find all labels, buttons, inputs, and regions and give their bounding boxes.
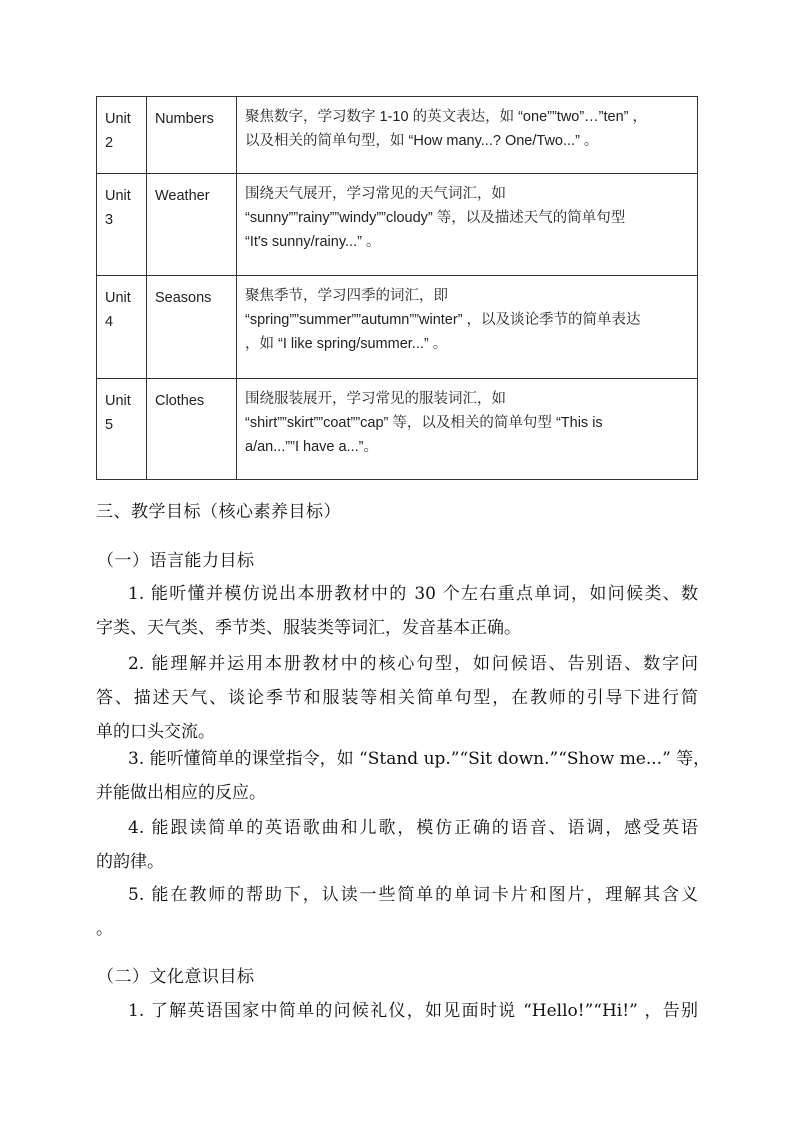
unit-topic-cell: Weather: [147, 174, 237, 276]
section-heading: 三、教学目标（核心素养目标）: [96, 502, 341, 522]
table-row: [97, 174, 698, 276]
language-goal-5: 5. 能在教师的帮助下，认读一些简单的单词卡片和图片，理解其含义 。: [96, 885, 698, 939]
unit-number-cell: Unit 5: [97, 379, 147, 480]
table-row: [97, 379, 698, 480]
units-table: [96, 96, 698, 480]
unit-number-cell: Unit 2: [97, 97, 147, 174]
language-goal-3: 3. 能听懂简单的课堂指令，如 “Stand up.”“Sit down.”“Show me...” 等， 并能做出相应的反应。: [96, 749, 711, 803]
table-row: [97, 97, 698, 174]
subsection-heading-language: （一）语言能力目标: [97, 551, 255, 571]
table-row: [97, 276, 698, 379]
unit-description-cell: 围绕天气展开，学习常见的天气词汇，如 “sunny””rainy””windy””cloudy” 等，以及描述天气的简单句型 “It's sunny/rainy...” 。: [237, 174, 698, 276]
language-goal-4: 4. 能跟读简单的英语歌曲和儿歌，模仿正确的语音、语调，感受英语 的韵律。: [96, 818, 698, 872]
language-goal-2: 2. 能理解并运用本册教材中的核心句型，如问候语、告别语、数字问 答、描述天气、谈论季节和服装等相关简单句型，在教师的引导下进行简 单的口头交流。: [96, 654, 698, 742]
unit-topic-cell: Seasons: [147, 276, 237, 379]
unit-description-cell: 围绕服装展开，学习常见的服装词汇，如 “shirt””skirt””coat””cap” 等，以及相关的简单句型 “This is a/an...””I have a...”。: [237, 379, 698, 480]
language-goal-1: 1. 能听懂并模仿说出本册教材中的 30 个左右重点单词，如问候类、数 字类、天气类、季节类、服装类等词汇，发音基本正确。: [96, 584, 698, 638]
unit-number-cell: Unit 3: [97, 174, 147, 276]
unit-description-cell: 聚焦数字，学习数字 1-10 的英文表达，如 “one””two”…”ten” ， 以及相关的简单句型，如 “How many...? One/Two...” 。: [237, 97, 698, 174]
unit-topic-cell: Clothes: [147, 379, 237, 480]
unit-topic-cell: Numbers: [147, 97, 237, 174]
unit-number-cell: Unit 4: [97, 276, 147, 379]
culture-goal-1: 1. 了解英语国家中简单的问候礼仪，如见面时说 “Hello!”“Hi!” ，告别: [128, 1001, 698, 1021]
unit-description-cell: 聚焦季节，学习四季的词汇，即 “spring””summer””autumn””winter” ，以及谈论季节的简单表达 ，如 “I like spring/summer...” 。: [237, 276, 698, 379]
subsection-heading-culture: （二）文化意识目标: [97, 967, 255, 987]
